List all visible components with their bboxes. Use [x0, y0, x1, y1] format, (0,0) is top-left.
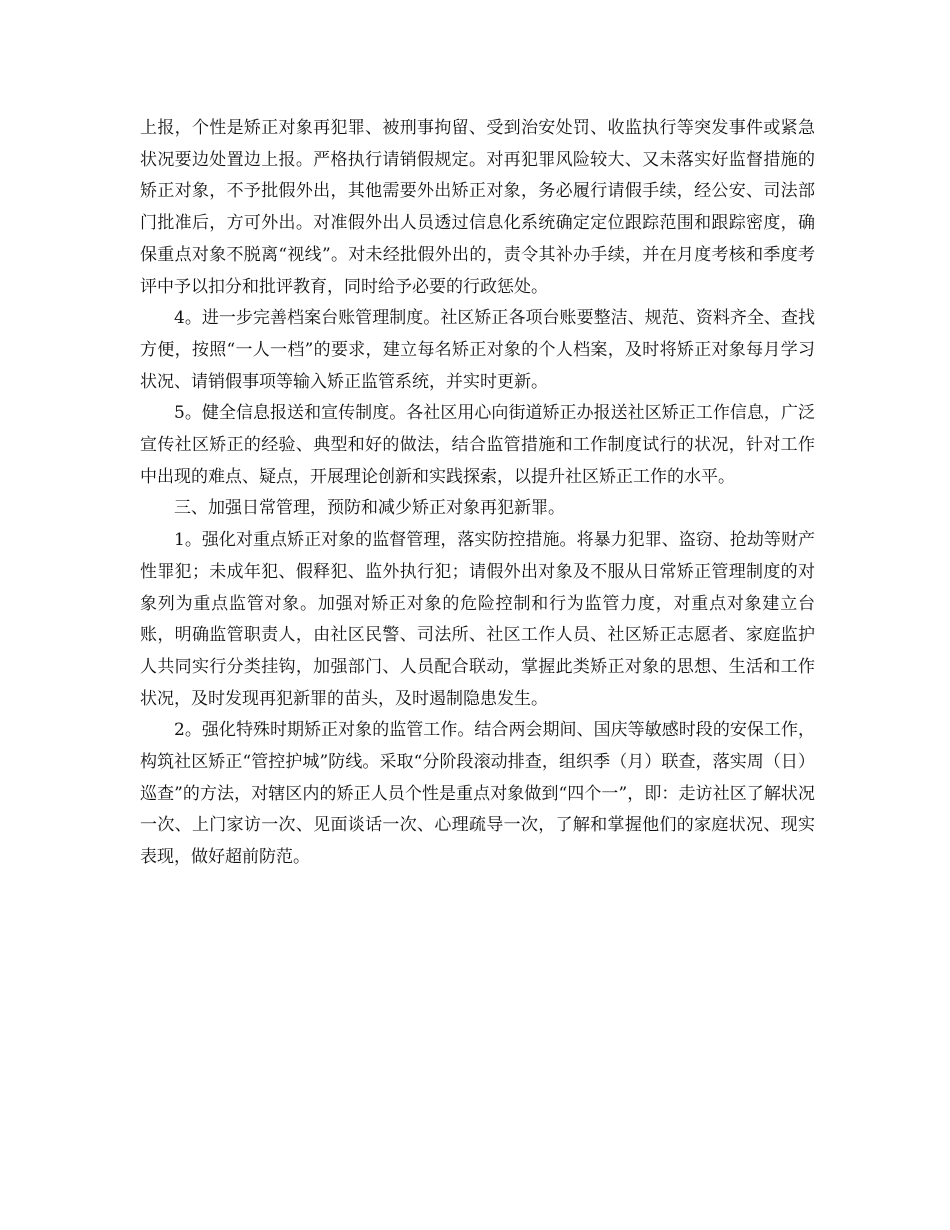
section-heading-daily-management: 三、加强日常管理，预防和减少矫正对象再犯新罪。	[174, 498, 565, 519]
paragraph-archive-management: 4。进一步完善档案台账管理制度。社区矫正各项台账要整洁、规范、资料齐全、查找方便，按照“一人一档”的要求，建立每名矫正对象的个人档案，及时将矫正对象每月学习状况、请销假事项等输入矫正监管系统，并实时更新。	[140, 308, 815, 392]
paragraph-information-reporting: 5。健全信息报送和宣传制度。各社区用心向街道矫正办报送社区矫正工作信息，广泛宣传社区矫正的经验、典型和好的做法，结合监管措施和工作制度试行的状况，针对工作中出现的难点、疑点，开展理论创新和实践探索，以提升社区矫正工作的水平。	[140, 403, 815, 487]
document-body	[140, 113, 815, 874]
paragraph-reporting-rules: 上报，个性是矫正对象再犯罪、被刑事拘留、受到治安处罚、收监执行等突发事件或紧急状况要边处置边上报。严格执行请销假规定。对再犯罪风险较大、又未落实好监督措施的矫正对象，不予批假外出，其他需要外出矫正对象，务必履行请假手续，经公安、司法部门批准后，方可外出。对准假外出人员透过信息化系统确定定位跟踪范围和跟踪密度，确保重点对象不脱离“视线”。对未经批假外出的，责令其补办手续，并在月度考核和季度考评中予以扣分和批评教育，同时给予必要的行政惩处。	[140, 118, 815, 297]
paragraph-special-period-supervision: 2。强化特殊时期矫正对象的监管工作。结合两会期间、国庆等敏感时段的安保工作，构筑社区矫正“管控护城”防线。采取“分阶段滚动排查，组织季（月）联查，落实周（日）巡查”的方法，对辖区内的矫正人员个性是重点对象做到“四个一”，即：走访社区了解状况一次、上门家访一次、见面谈话一次、心理疏导一次，了解和掌握他们的家庭状况、现实表现，做好超前防范。	[140, 720, 815, 868]
paragraph-key-supervision: 1。强化对重点矫正对象的监督管理，落实防控措施。将暴力犯罪、盗窃、抢劫等财产性罪犯；未成年犯、假释犯、监外执行犯；请假外出对象及不服从日常矫正管理制度的对象列为重点监管对象。加强对矫正对象的危险控制和行为监管力度，对重点对象建立台账，明确监管职责人，由社区民警、司法所、社区工作人员、社区矫正志愿者、家庭监护人共同实行分类挂钩，加强部门、人员配合联动，掌握此类矫正对象的思想、生活和工作状况，及时发现再犯新罪的苗头，及时遏制隐患发生。	[140, 530, 815, 709]
